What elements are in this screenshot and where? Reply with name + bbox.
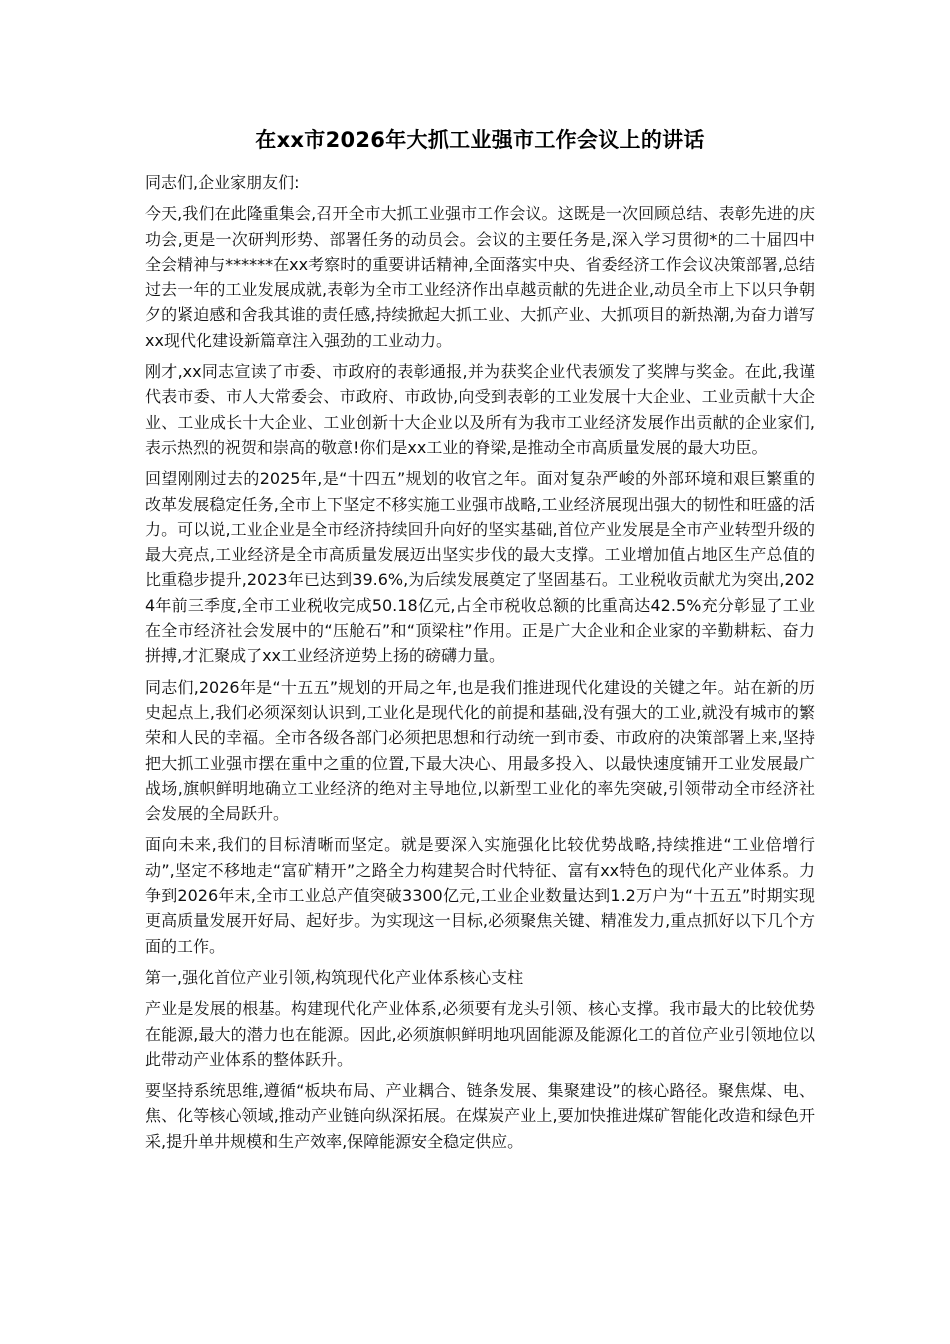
paragraph-system-thinking: 要坚持系统思维,遵循“板块布局、产业耦合、链条发展、集聚建设”的核心路径。聚焦煤、电、焦、化等核心领域,推动产业链向纵深拓展。在煤炭产业上,要加快推进煤矿智能化改造和绿色开采,提升单井规模和生产效率,保障能源安全稳定供应。 — [145, 1081, 815, 1151]
document-title: 在xx市2026年大抓工业强市工作会议上的讲话 — [255, 128, 705, 152]
greeting-line: 同志们,企业家朋友们: — [145, 173, 300, 192]
paragraph-goals: 面向未来,我们的目标清晰而坚定。就是要深入实施强化比较优势战略,持续推进“工业倍增行动”,坚定不移地走“富矿精开”之路全力构建契合时代特征、富有xx特色的现代化产业体系。力争到2026年末,全市工业总产值突破3300亿元,工业企业数量达到1.2万户为“十五五”时期实现更高质量发展开好局、起好步。为实现这一目标,必须聚焦关键、精准发力,重点抓好以下几个方面的工作。 — [145, 835, 815, 956]
paragraph-industry-foundation: 产业是发展的根基。构建现代化产业体系,必须要有龙头引领、核心支撑。我市最大的比较优势在能源,最大的潜力也在能源。因此,必须旗帜鲜明地巩固能源及能源化工的首位产业引领地位以此带动产业体系的整体跃升。 — [145, 999, 815, 1069]
paragraph-2026-outlook: 同志们,2026年是“十五五”规划的开局之年,也是我们推进现代化建设的关键之年。站在新的历史起点上,我们必须深刻认识到,工业化是现代化的前提和基础,没有强大的工业,就没有城市的繁荣和人民的幸福。全市各级各部门必须把思想和行动统一到市委、市政府的决策部署上来,坚持把大抓工业强市摆在重中之重的位置,下最大决心、用最多投入、以最快速度铺开工业发展最广战场,旗帜鲜明地确立工业经济的绝对主导地位,以新型工业化的率先突破,引领带动全市经济社会发展的全局跃升。 — [145, 677, 815, 824]
paragraph-review-2025: 回望刚刚过去的2025年,是“十四五”规划的收官之年。面对复杂严峻的外部环境和艰巨繁重的改革发展稳定任务,全市上下坚定不移实施工业强市战略,工业经济展现出强大的韧性和旺盛的活力。可以说,工业企业是全市经济持续回升向好的坚实基础,首位产业发展是全市产业转型升级的最大亮点,工业经济是全市高质量发展迈出坚实步伐的最大支撑。工业增加值占地区生产总值的比重稳步提升,2023年已达到39.6%,为后续发展奠定了坚固基石。工业税收贡献尤为突出,2024年前三季度,全市工业税收完成50.18亿元,占全市税收总额的比重高达42.5%充分彰显了工业在全市经济社会发展中的“压舱石”和“顶梁柱”作用。正是广大企业和企业家的辛勤耕耘、奋力拼搏,才汇聚成了xx工业经济逆势上扬的磅礴力量。 — [145, 469, 815, 666]
paragraph-opening: 今天,我们在此隆重集会,召开全市大抓工业强市工作会议。这既是一次回顾总结、表彰先进的庆功会,更是一次研判形势、部署任务的动员会。会议的主要任务是,深入学习贯彻*的二十届四中全会精神与******在xx考察时的重要讲话精神,全面落实中央、省委经济工作会议决策部署,总结过去一年的工业发展成就,表彰为全市工业经济作出卓越贡献的先进企业,动员全市上下以只争朝夕的紧迫感和舍我其谁的责任感,持续掀起大抓工业、大抓产业、大抓项目的新热潮,为奋力谱写xx现代化建设新篇章注入强劲的工业动力。 — [145, 204, 815, 350]
document-body — [145, 124, 815, 1160]
section-heading-first: 第一,强化首位产业引领,构筑现代化产业体系核心支柱 — [145, 967, 524, 987]
paragraph-commendation: 刚才,xx同志宣读了市委、市政府的表彰通报,并为获奖企业代表颁发了奖牌与奖金。在此,我谨代表市委、市人大常委会、市政府、市政协,向受到表彰的工业发展十大企业、工业贡献十大企业、工业成长十大企业、工业创新十大企业以及所有为我市工业经济发展作出贡献的企业家们,表示热烈的祝贺和崇高的敬意!你们是xx工业的脊梁,是推动全市高质量发展的最大功臣。 — [145, 362, 815, 457]
